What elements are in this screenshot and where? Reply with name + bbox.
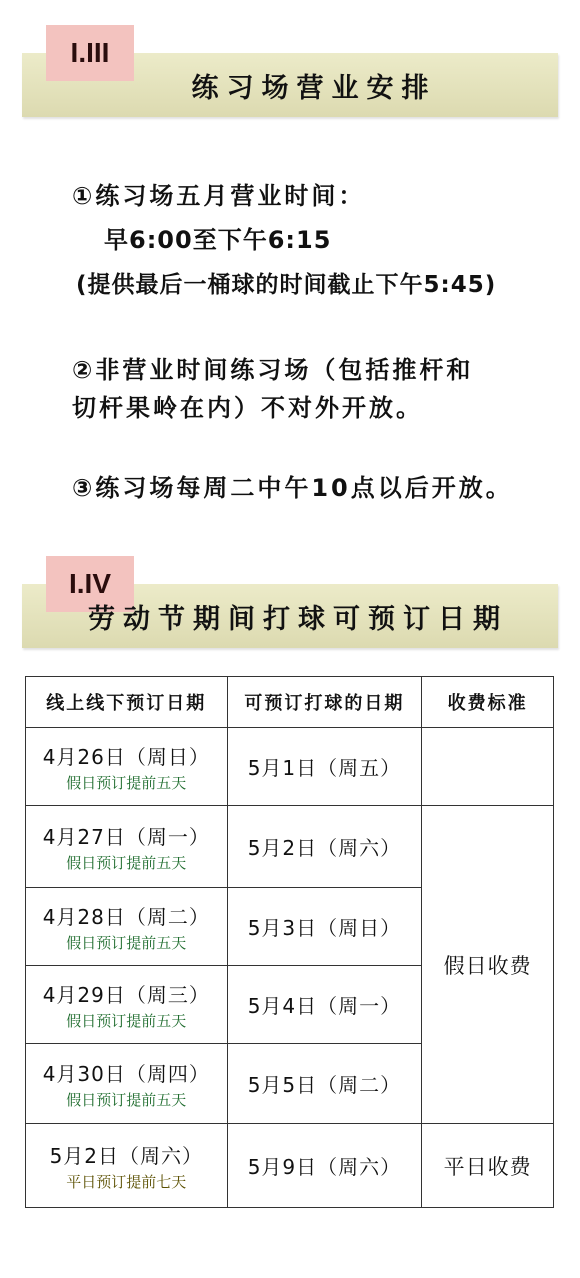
table-row	[26, 806, 554, 888]
booking-note: 假日预订提前五天	[66, 1011, 187, 1030]
booking-note: 平日预订提前七天	[66, 1172, 187, 1191]
booking-cell	[26, 1124, 228, 1208]
notice-last-bucket: (提供最后一桶球的时间截止下午5:45)	[76, 272, 497, 298]
booking-note: 假日预订提前五天	[66, 853, 187, 872]
table-header-row	[26, 677, 554, 728]
notice-closed-line2: 切杆果岭在内）不对外开放。	[72, 394, 423, 422]
booking-date: 4月27日（周一）	[42, 824, 210, 849]
booking-date: 4月29日（周三）	[42, 982, 210, 1007]
booking-note: 假日预订提前五天	[66, 933, 187, 952]
fee-holiday: 假日收费	[422, 806, 554, 1124]
play-date-cell: 5月3日（周日）	[227, 888, 422, 966]
play-date-cell: 5月4日（周一）	[227, 966, 422, 1044]
booking-cell	[26, 966, 228, 1044]
header-play-date: 可预订打球的日期	[227, 677, 422, 728]
notice-tuesday: ③练习场每周二中午10点以后开放。	[72, 474, 513, 502]
section-badge: I.III	[46, 25, 134, 81]
booking-cell	[26, 1044, 228, 1124]
fee-weekday: 平日收费	[422, 1124, 554, 1208]
fee-cell-empty	[422, 728, 554, 806]
booking-cell	[26, 806, 228, 888]
section-banner-labor-day	[22, 568, 558, 648]
table-row	[26, 1124, 554, 1208]
table-row	[26, 728, 554, 806]
section-title: 劳动节期间打球可预订日期	[88, 603, 508, 635]
booking-table	[25, 676, 554, 1208]
section-banner-practice-range	[22, 37, 558, 117]
play-date-cell: 5月1日（周五）	[227, 728, 422, 806]
notice-closed-line1: ②非营业时间练习场（包括推杆和	[72, 356, 474, 384]
play-date-cell: 5月2日（周六）	[227, 806, 422, 888]
booking-date: 4月30日（周四）	[42, 1061, 210, 1086]
booking-cell	[26, 728, 228, 806]
notice-hours-heading: ①练习场五月营业时间：	[72, 182, 366, 210]
booking-date: 4月28日（周二）	[42, 904, 210, 929]
play-date-cell: 5月5日（周二）	[227, 1044, 422, 1124]
booking-date: 4月26日（周日）	[42, 744, 210, 769]
booking-date: 5月2日（周六）	[49, 1143, 204, 1168]
section-badge: I.IV	[46, 556, 134, 612]
booking-note: 假日预订提前五天	[66, 773, 187, 792]
notice-hours-time: 早6:00至下午6:15	[104, 226, 332, 254]
booking-cell	[26, 888, 228, 966]
play-date-cell: 5月9日（周六）	[227, 1124, 422, 1208]
header-fee: 收费标准	[422, 677, 554, 728]
section-title: 练习场营业安排	[191, 72, 437, 104]
header-booking-date: 线上线下预订日期	[26, 677, 228, 728]
booking-note: 假日预订提前五天	[66, 1090, 187, 1109]
